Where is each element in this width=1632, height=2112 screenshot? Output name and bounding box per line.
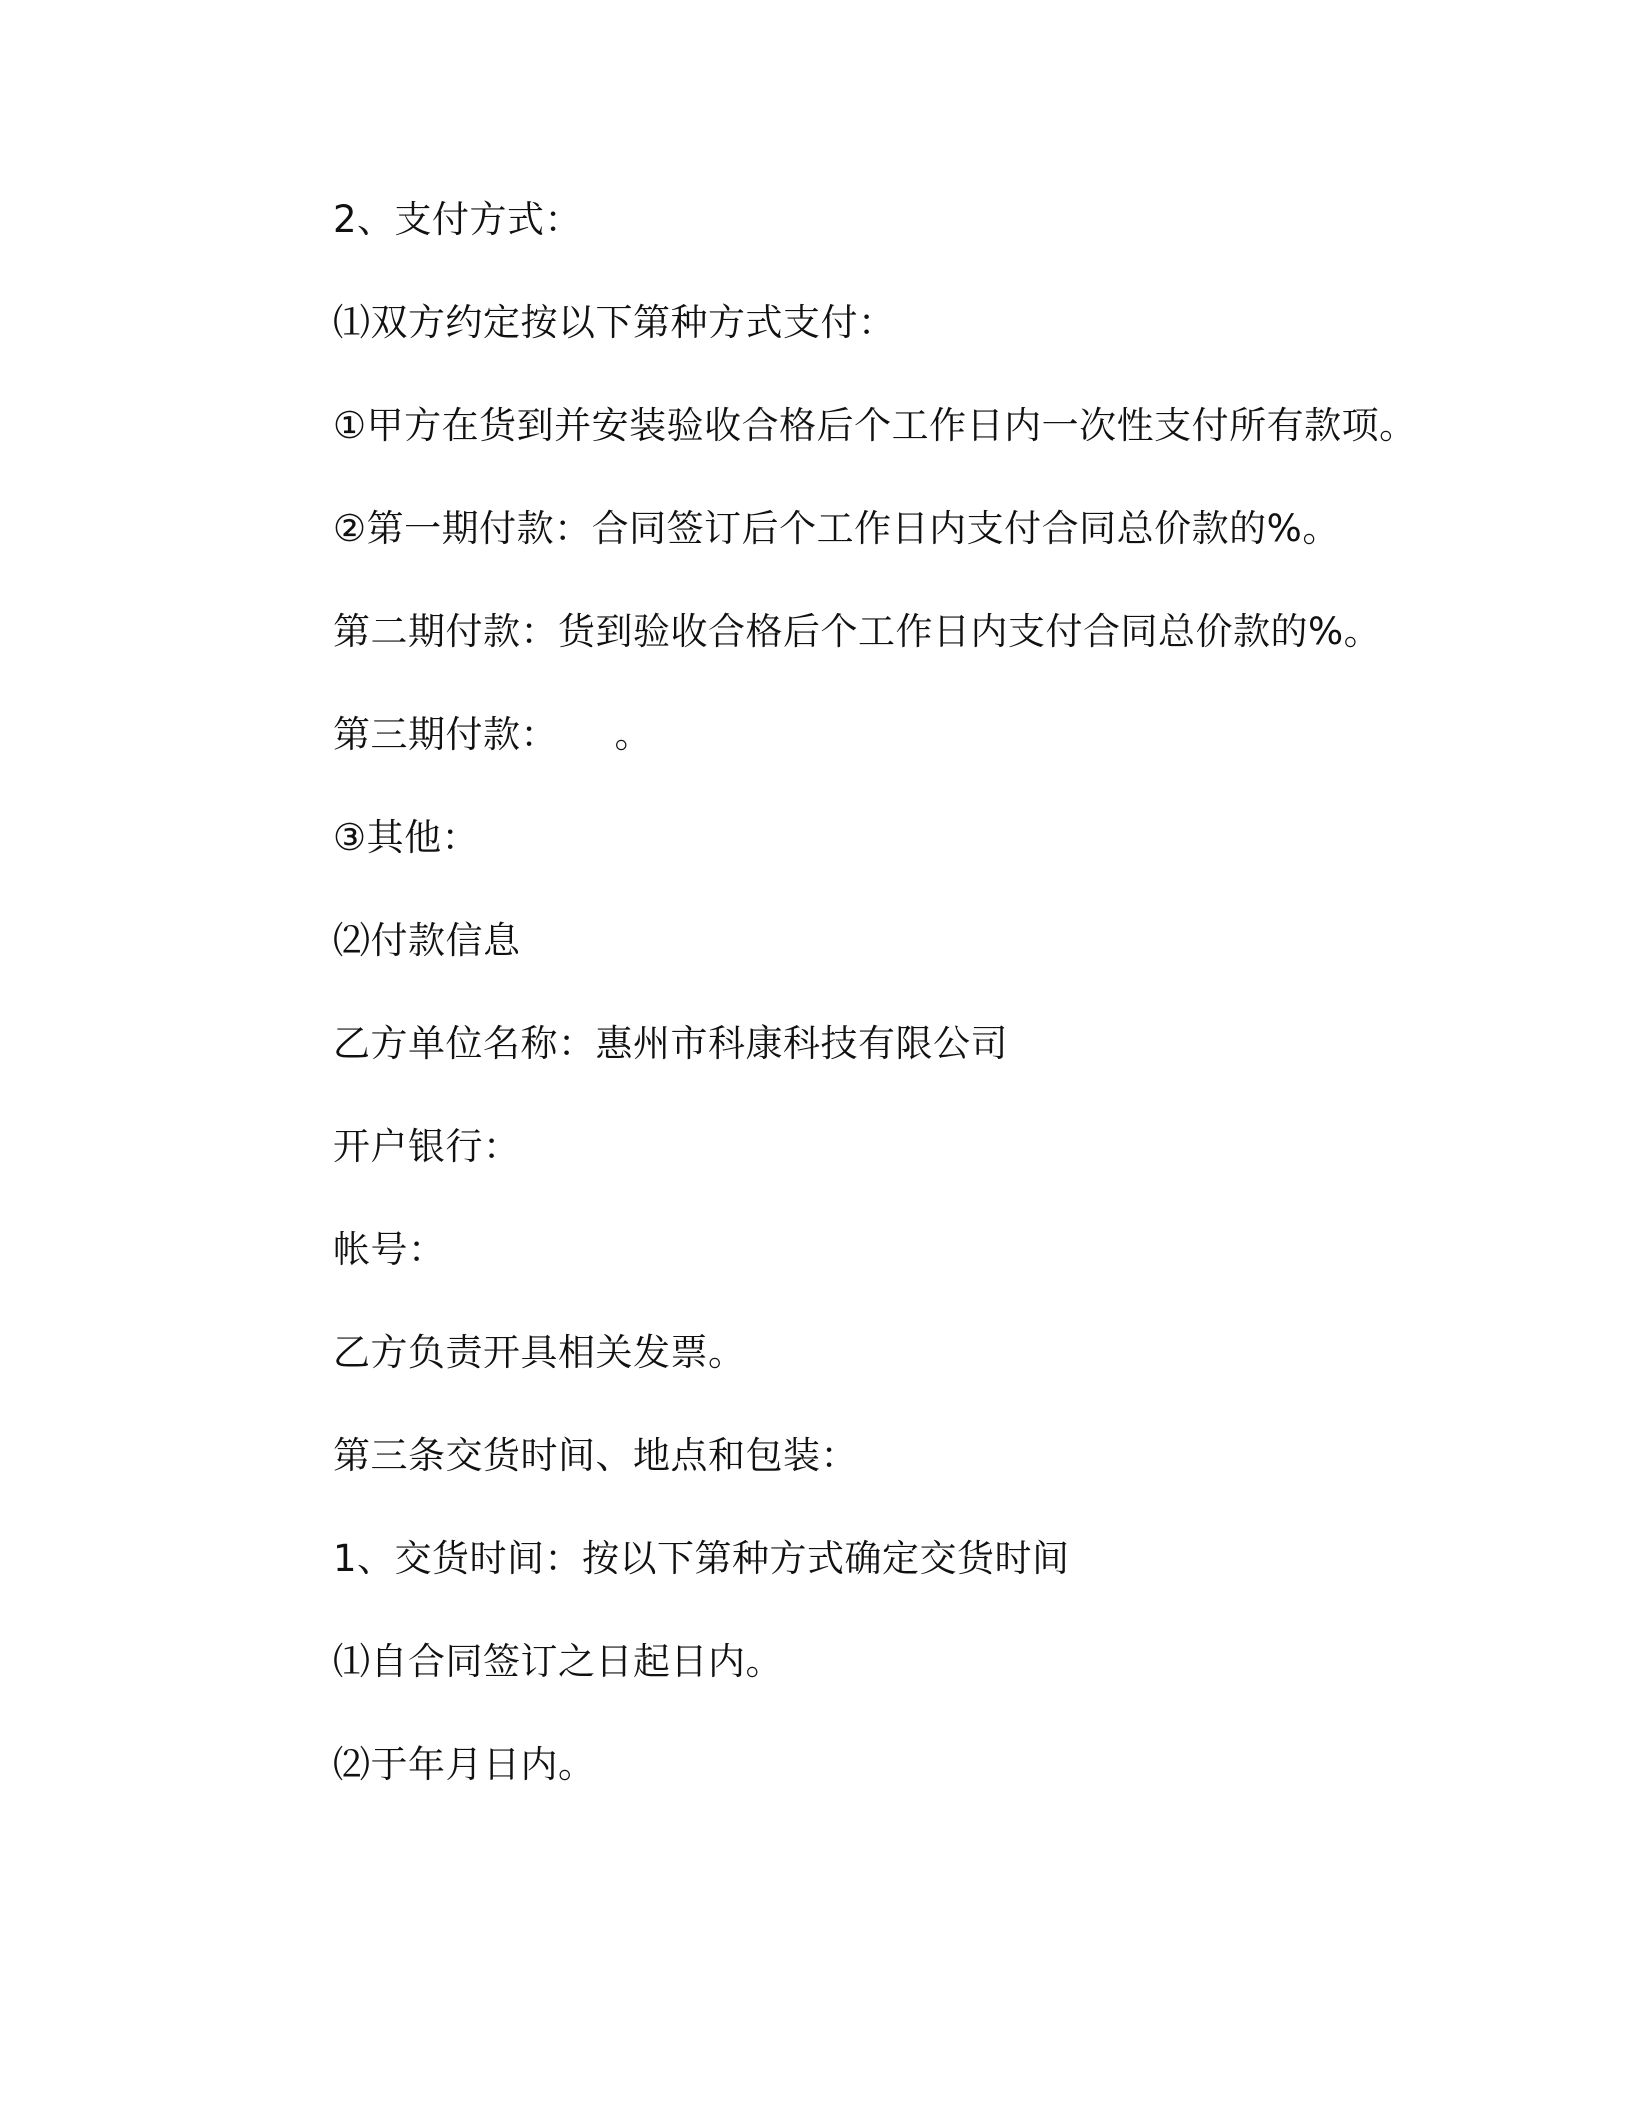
- delivery-time-option-1: ⑴自合同签订之日起日内。: [333, 1640, 783, 1683]
- account-number-field: 帐号：: [333, 1228, 446, 1271]
- party-b-company-name: 乙方单位名称：惠州市科康科技有限公司: [333, 1022, 1008, 1065]
- payment-info-heading: ⑵付款信息: [333, 919, 521, 962]
- delivery-time-option-2: ⑵于年月日内。: [333, 1743, 596, 1786]
- payment-option-clause: ⑴双方约定按以下第种方式支付：: [333, 301, 896, 344]
- payment-option-3-other: ③其他：: [333, 816, 480, 859]
- payment-option-2-second-installment: 第二期付款：货到验收合格后个工作日内支付合同总价款的%。: [333, 610, 1382, 653]
- invoice-clause: 乙方负责开具相关发票。: [333, 1331, 746, 1374]
- bank-name-field: 开户银行：: [333, 1125, 521, 1168]
- delivery-time-clause: 1、交货时间：按以下第种方式确定交货时间: [333, 1537, 1070, 1580]
- article-3-heading: 第三条交货时间、地点和包装：: [333, 1434, 858, 1477]
- payment-option-2-third-installment: 第三期付款： 。: [333, 713, 652, 756]
- payment-option-2-first-installment: ②第一期付款：合同签订后个工作日内支付合同总价款的%。: [333, 507, 1340, 550]
- section-heading-payment-method: 2、支付方式：: [333, 198, 583, 241]
- payment-option-1: ①甲方在货到并安装验收合格后个工作日内一次性支付所有款项。: [333, 404, 1417, 447]
